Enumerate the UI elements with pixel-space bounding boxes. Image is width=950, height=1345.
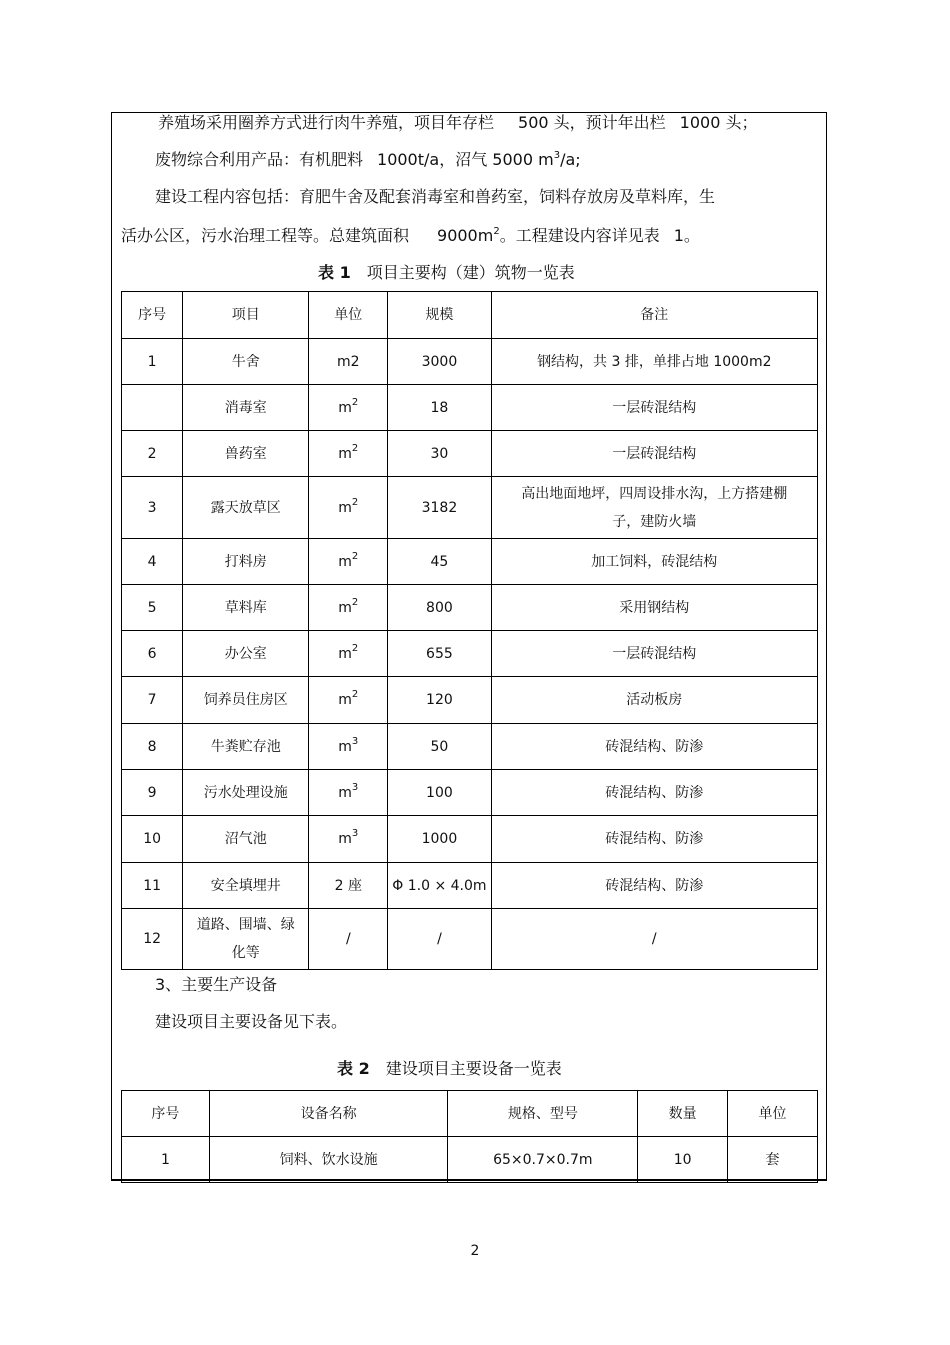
row-item: 污水处理设施 — [183, 770, 309, 816]
row-note: 高出地面地坪，四周设排水沟，上方搭建棚 子，建防火墙 — [491, 477, 817, 539]
row-note: 砖混结构、防渗 — [491, 816, 817, 863]
row-note: 砖混结构、防渗 — [491, 724, 817, 770]
header-note: 备注 — [491, 292, 817, 339]
row-item: 安全填埋井 — [183, 863, 309, 909]
row-no: 7 — [122, 677, 183, 724]
row-unit: 套 — [728, 1137, 818, 1183]
header-unit: 单位 — [309, 292, 388, 339]
table-row — [122, 385, 818, 431]
header-no: 序号 — [122, 1091, 210, 1137]
row-note: 一层砖混结构 — [491, 385, 817, 431]
table-header-row — [122, 292, 818, 339]
row-item: 打料房 — [183, 539, 309, 585]
row-no: 12 — [122, 909, 183, 970]
row-unit: 2 座 — [309, 863, 388, 909]
row-spec: 65×0.7×0.7m — [448, 1137, 638, 1183]
row-no — [122, 385, 183, 431]
row-unit: $m^2$ — [309, 385, 388, 431]
row-scale: 30 — [388, 431, 491, 477]
row-no: 2 — [122, 431, 183, 477]
row-item: 沼气池 — [183, 816, 309, 863]
row-no: 1 — [122, 1137, 210, 1183]
row-note: 砖混结构、防渗 — [491, 863, 817, 909]
row-unit: $m^3$ — [309, 816, 388, 863]
row-scale: 800 — [388, 585, 491, 631]
row-no: 8 — [122, 724, 183, 770]
row-name: 饲料、饮水设施 — [209, 1137, 448, 1183]
row-no: 11 — [122, 863, 183, 909]
row-note: 加工饲料，砖混结构 — [491, 539, 817, 585]
row-note: / — [491, 909, 817, 970]
row-unit: $m^2$ — [309, 539, 388, 585]
header-scale: 规模 — [388, 292, 491, 339]
row-item: 兽药室 — [183, 431, 309, 477]
row-scale: 100 — [388, 770, 491, 816]
row-unit: $m^2$ — [309, 631, 388, 677]
table-row — [122, 585, 818, 631]
header-spec: 规格、型号 — [448, 1091, 638, 1137]
row-unit: $m^2$ — [309, 477, 388, 539]
row-note: 砖混结构、防渗 — [491, 770, 817, 816]
table1-caption: 表 1 项目主要构（建）筑物一览表 — [318, 263, 575, 282]
table-row — [122, 1137, 818, 1183]
table-row — [122, 863, 818, 909]
row-item: 办公室 — [183, 631, 309, 677]
table2-caption: 表 2 建设项目主要设备一览表 — [337, 1059, 562, 1078]
row-unit: m2 — [309, 339, 388, 385]
row-unit: $m^3$ — [309, 724, 388, 770]
row-scale: / — [388, 909, 491, 970]
row-unit: $m^2$ — [309, 431, 388, 477]
intro-line-4: 活办公区，污水治理工程等。总建筑面积 $9000m^2$。工程建设内容详见表 1。 — [121, 226, 700, 245]
row-scale: Φ 1.0 × 4.0m — [388, 863, 491, 909]
row-note: 采用钢结构 — [491, 585, 817, 631]
row-item: 牛舍 — [183, 339, 309, 385]
table-header-row — [122, 1091, 818, 1137]
row-scale: 50 — [388, 724, 491, 770]
row-note: 一层砖混结构 — [491, 431, 817, 477]
table-row — [122, 431, 818, 477]
row-item: 牛粪贮存池 — [183, 724, 309, 770]
table-row — [122, 909, 818, 970]
structures-table — [121, 291, 818, 970]
header-unit: 单位 — [728, 1091, 818, 1137]
row-scale: 3000 — [388, 339, 491, 385]
section-3-heading: 3、主要生产设备 — [155, 975, 278, 994]
table-row — [122, 770, 818, 816]
row-unit: $m^2$ — [309, 677, 388, 724]
row-no: 4 — [122, 539, 183, 585]
header-qty: 数量 — [638, 1091, 728, 1137]
table-row — [122, 631, 818, 677]
row-item: 消毒室 — [183, 385, 309, 431]
row-scale: 655 — [388, 631, 491, 677]
table-row — [122, 539, 818, 585]
intro-line-2: 废物综合利用产品：有机肥料 1000t/a，沼气 5000 $m^3/a$; — [155, 150, 581, 169]
row-item: 草料库 — [183, 585, 309, 631]
row-item: 饲养员住房区 — [183, 677, 309, 724]
row-item: 道路、围墙、绿 化等 — [183, 909, 309, 970]
header-item: 项目 — [183, 292, 309, 339]
table-row — [122, 816, 818, 863]
row-scale: 1000 — [388, 816, 491, 863]
row-no: 6 — [122, 631, 183, 677]
row-scale: 18 — [388, 385, 491, 431]
table-row — [122, 724, 818, 770]
row-note: 活动板房 — [491, 677, 817, 724]
row-unit: / — [309, 909, 388, 970]
header-no: 序号 — [122, 292, 183, 339]
row-note: 一层砖混结构 — [491, 631, 817, 677]
row-unit: $m^2$ — [309, 585, 388, 631]
row-no: 9 — [122, 770, 183, 816]
row-note: 钢结构，共 3 排，单排占地 1000m2 — [491, 339, 817, 385]
equipment-table — [121, 1090, 818, 1183]
page-number: 2 — [470, 1243, 480, 1259]
intro-line-1: 养殖场采用圈养方式进行肉牛养殖，项目年存栏 500 头，预计年出栏 1000 头； — [158, 113, 758, 132]
header-name: 设备名称 — [209, 1091, 448, 1137]
row-no: 10 — [122, 816, 183, 863]
row-scale: 45 — [388, 539, 491, 585]
table-row — [122, 339, 818, 385]
row-scale: 120 — [388, 677, 491, 724]
row-no: 3 — [122, 477, 183, 539]
row-item: 露天放草区 — [183, 477, 309, 539]
row-no: 1 — [122, 339, 183, 385]
intro-line-3: 建设工程内容包括：育肥牛舍及配套消毒室和兽药室，饲料存放房及草料库，生 — [155, 187, 716, 206]
row-no: 5 — [122, 585, 183, 631]
table-row — [122, 677, 818, 724]
row-unit: $m^3$ — [309, 770, 388, 816]
row-scale: 3182 — [388, 477, 491, 539]
row-qty: 10 — [638, 1137, 728, 1183]
table-row — [122, 477, 818, 539]
section-3-text: 建设项目主要设备见下表。 — [155, 1012, 348, 1031]
